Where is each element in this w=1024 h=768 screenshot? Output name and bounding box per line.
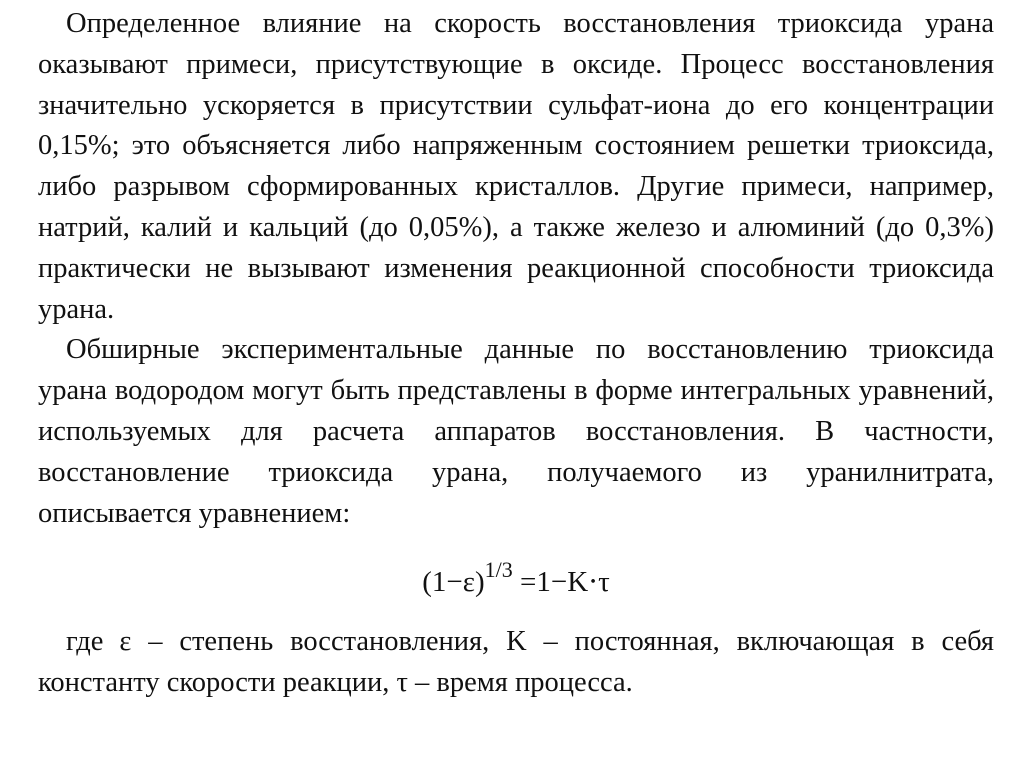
paragraph-impurities: Определенное влияние на скорость восстановления триоксида урана оказывают примеси, присутствующие в оксиде. Процесс восстановления значительно ускоряется в присутствии сульфат-иона до его концентрации 0,15%; это объясняется либо напряженным состоянием решетки триоксида, либо разрывом сформированных кристаллов. Другие примеси, например, натрий, калий и кальций (до 0,05%), а также железо и алюминий (до 0,3%) практически не вызывают изменения реакционной способности триоксида урана. <box>38 8 994 325</box>
equation-legend <box>38 622 994 704</box>
equation-rhs: =1−K⋅τ <box>520 566 610 599</box>
legend-lead: где <box>66 626 104 658</box>
paragraph-experimental-data: Обширные экспериментальные данные по восстановлению триоксида урана водородом могут быть представлены в форме интегральных уравнений, используемых для расчета аппаратов восстановления. В частности, восстановление триоксида урана, получаемого из уранилнитрата, описывается уравнением: <box>38 334 994 529</box>
legend-text: ε – степень восстановления, K – постоянная, включающая в себя константу скорости реакции, τ – время процесса. <box>38 626 994 699</box>
equation-lhs-base: (1−ε) <box>422 566 485 599</box>
equation-lhs-exponent: 1/3 <box>484 557 513 583</box>
reduction-equation <box>38 556 994 608</box>
document-page <box>38 0 994 704</box>
